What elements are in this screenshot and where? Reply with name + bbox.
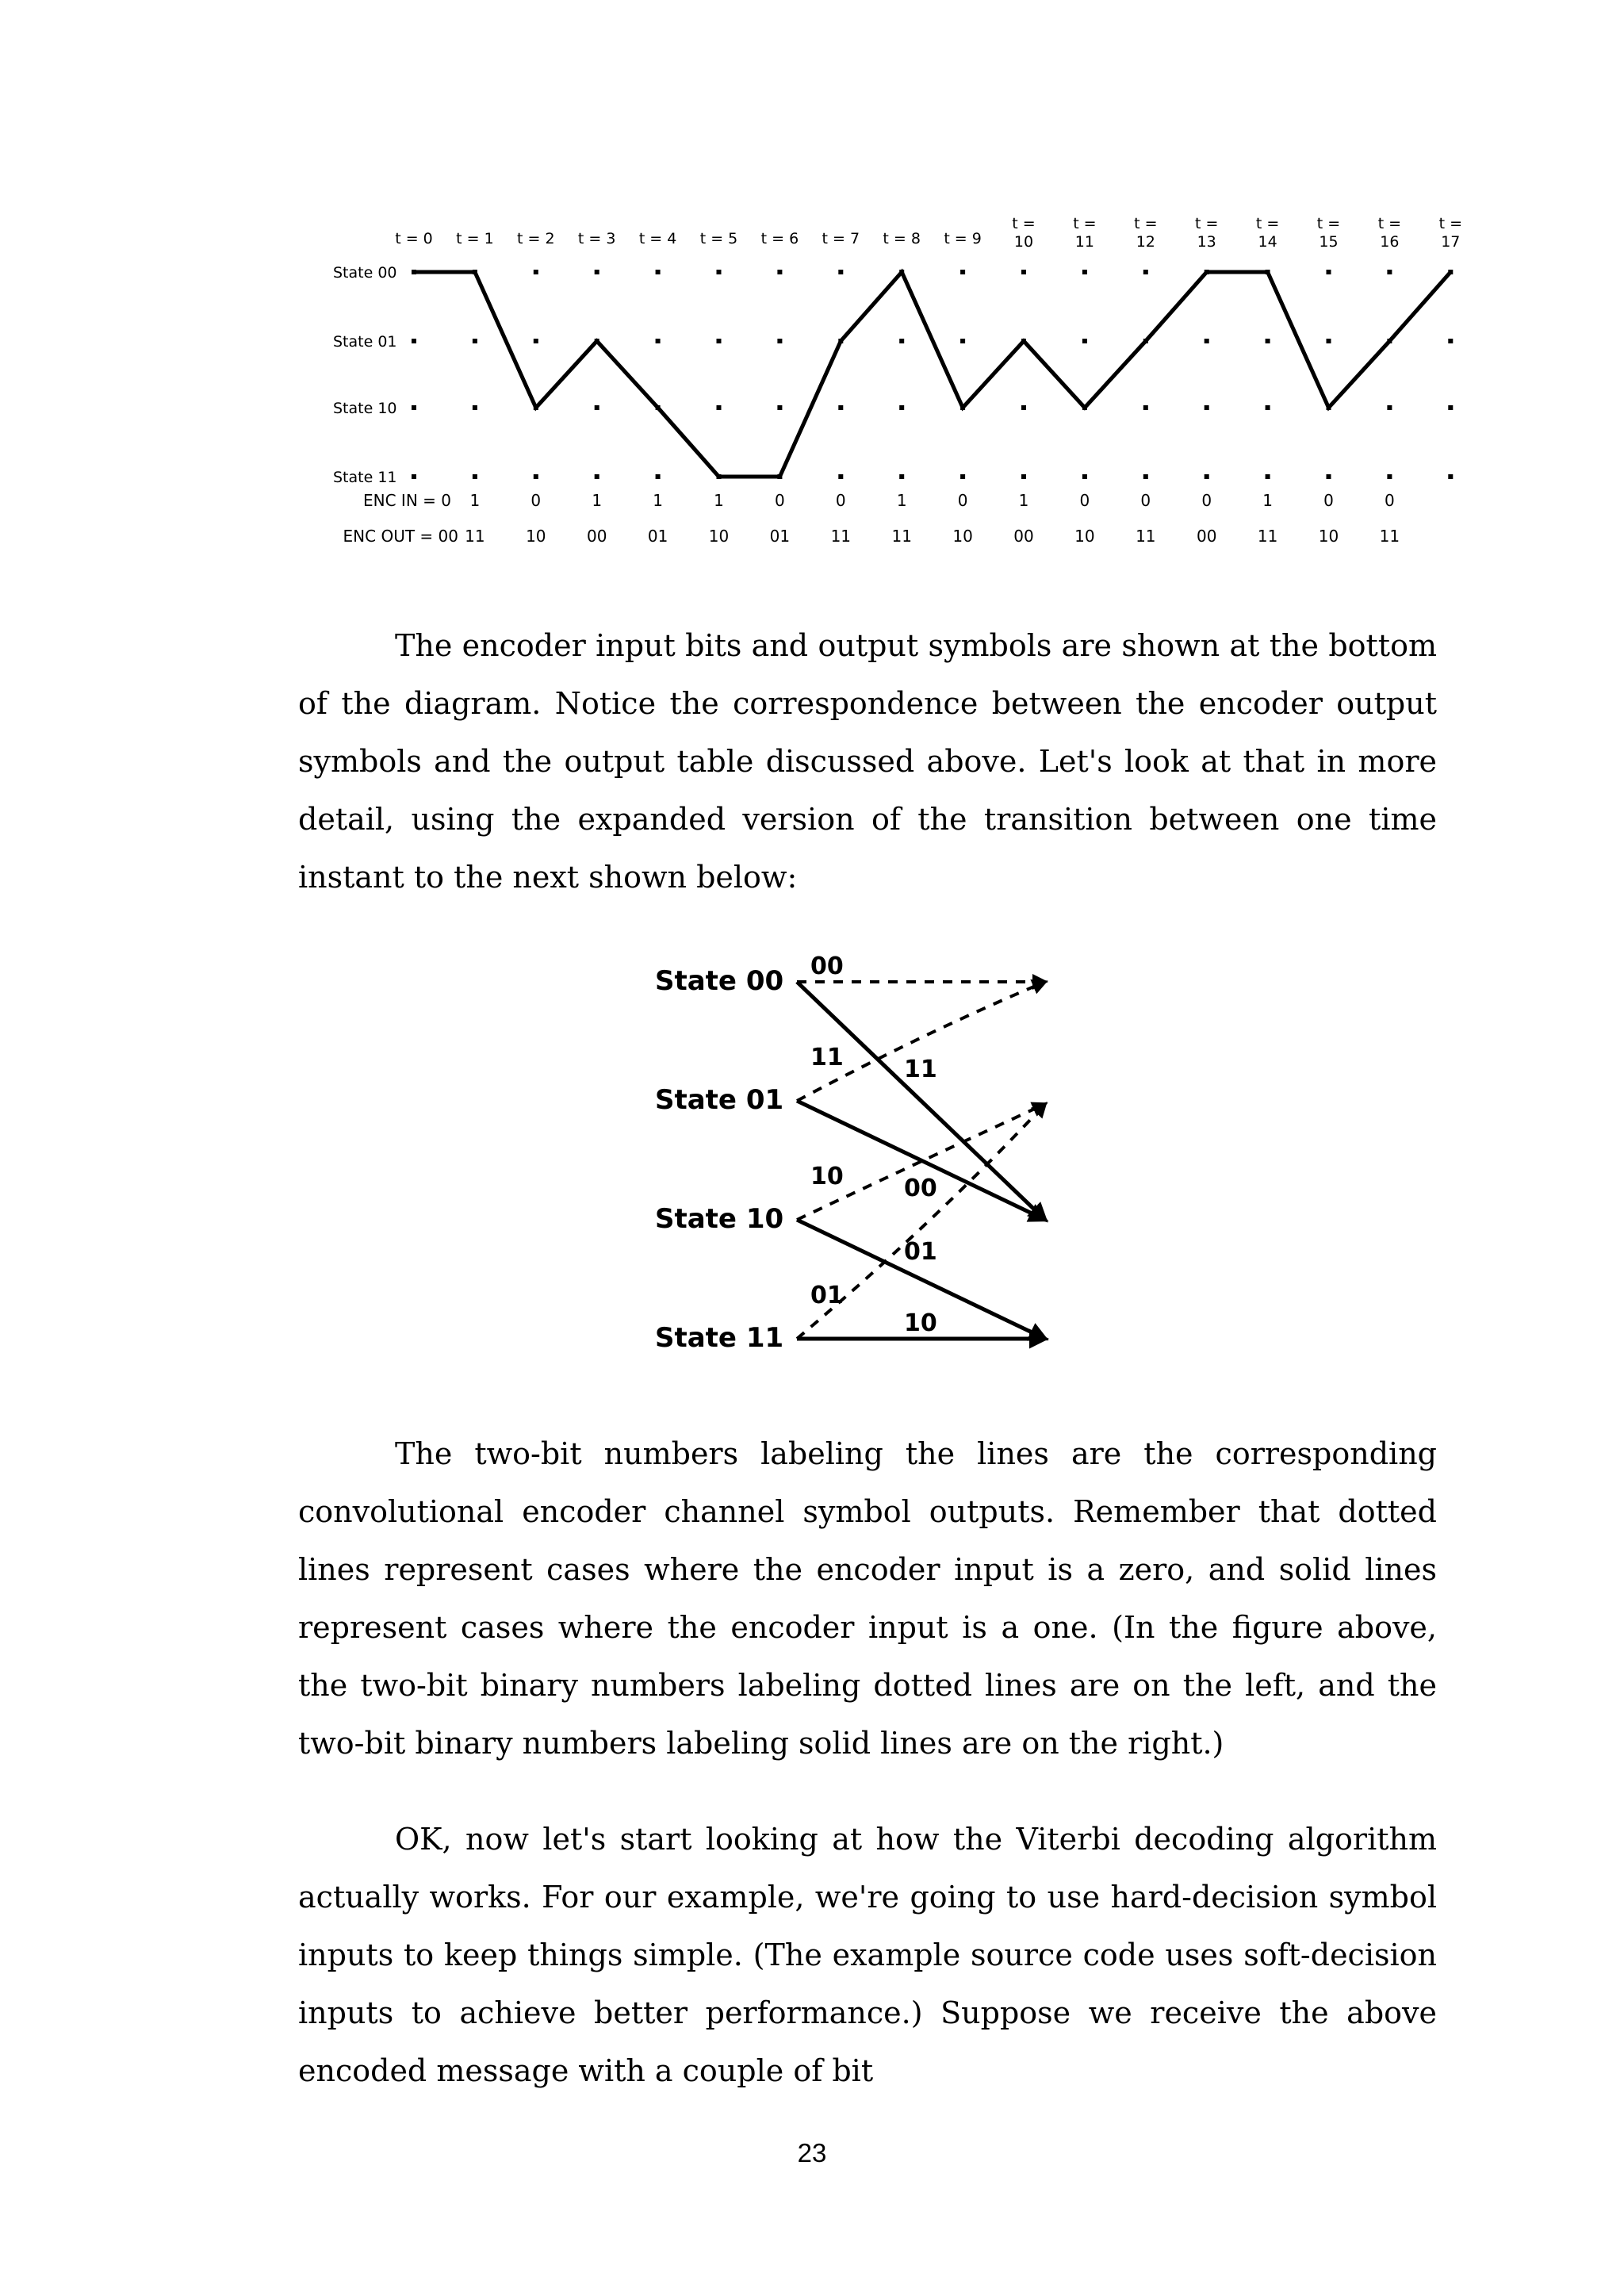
enc-out-value: 10 [952,527,973,546]
enc-in-value: 0 [1201,491,1212,510]
enc-in-label: ENC IN = 0 [363,491,451,510]
enc-in-value: 1 [1262,491,1273,510]
enc-in-value: 0 [1323,491,1334,510]
enc-in-value: 0 [835,491,846,510]
time-label: t = 16 [1377,215,1402,251]
enc-in-value: 0 [530,491,542,510]
enc-in-value: 1 [714,491,724,510]
enc-in-value: 0 [1385,491,1395,510]
page-number: 23 [797,2138,827,2168]
transition-state-00-label: State 00 [655,965,784,997]
label-s10-one: 01 [904,1238,937,1266]
time-label: t = 4 [638,230,677,247]
state-label: State 11 [333,469,397,486]
time-label: t = 6 [760,230,799,247]
state-label: State 00 [333,264,397,282]
enc-in-value: 1 [1018,491,1029,510]
enc-out-value: 00 [1013,527,1034,546]
paragraph-line-labels: The two-bit numbers labeling the lines are the corresponding convolutional encoder channel symbol outputs. Remember that dotted lines represent cases where the encoder input is a zero, and solid lines represent cases where the encoder input is a one. (In the figure above, the two-bit binary numbers labeling dotted lines are on the left, and the two-bit binary numbers labeling solid lines are on the right.) [298,1436,1437,1761]
time-label: t = 1 [456,230,494,247]
time-label: t = 7 [822,230,860,247]
time-label: t = 5 [699,230,738,247]
time-label: t = 11 [1073,215,1097,251]
time-label: t = 12 [1134,215,1158,251]
enc-in-value: 1 [469,491,481,510]
enc-out-value: 11 [891,527,912,546]
label-s01-zero: 11 [810,1044,844,1071]
time-label: t = 13 [1194,215,1219,251]
enc-out-value: 00 [1196,527,1217,546]
state-label: State 01 [333,333,397,351]
time-label: t = 8 [883,230,921,247]
label-s01-one: 00 [904,1175,937,1202]
enc-out-value: 10 [708,527,730,546]
label-s00-zero: 00 [810,953,844,980]
label-s11-one: 10 [904,1309,937,1337]
enc-in-value: 0 [775,491,785,510]
enc-out-value: 10 [526,527,546,546]
time-label: t = 14 [1255,215,1280,251]
enc-out-value: 11 [830,527,852,546]
enc-in-value: 0 [1140,491,1151,510]
label-s10-zero: 10 [810,1163,844,1190]
enc-out-value: 10 [1318,527,1339,546]
paragraph-viterbi-intro: OK, now let's start looking at how the Viterbi decoding algorithm actually works. For our example, we're going to use hard-decision symbol inputs to keep things simple. (The example source code uses soft-decision inputs to achieve better performance.) Suppose we receive the above encoded message with a couple of bit [298,1822,1437,2088]
enc-out-value: 00 [586,527,607,546]
time-label: t = 2 [517,230,555,247]
time-label: t = 10 [1012,215,1036,251]
enc-in-value: 0 [1079,491,1090,510]
enc-in-value: 1 [592,491,603,510]
label-s11-zero: 01 [810,1282,844,1309]
enc-out-value: 11 [465,527,485,546]
transition-state-10-label: State 10 [655,1203,784,1235]
time-label: t = 3 [577,230,616,247]
paragraph-encoder-io: The encoder input bits and output symbols are shown at the bottom of the diagram. Notice the correspondence between the encoder output symbols and the output table discussed above. Let's look at that in more detail, using the expanded version of the transition between one time instant to the next shown below: [298,628,1437,895]
enc-out-value: 11 [1257,527,1278,546]
enc-out-value: 01 [769,527,791,546]
enc-out-value: 11 [1136,527,1156,546]
enc-in-value: 1 [653,491,663,510]
enc-in-value: 1 [896,491,907,510]
enc-out-value: 10 [1074,527,1095,546]
label-s00-one: 11 [904,1056,937,1083]
transition-state-11-label: State 11 [655,1322,784,1354]
time-label: t = 9 [944,230,982,247]
enc-out-label: ENC OUT = 00 [343,527,458,546]
time-label: t = 0 [395,230,433,247]
state-label: State 10 [333,400,397,417]
enc-in-value: 0 [957,491,968,510]
enc-out-value: 11 [1379,527,1400,546]
time-label: t = 15 [1316,215,1341,251]
enc-out-value: 01 [647,527,668,546]
time-label: t = 17 [1438,215,1463,251]
transition-state-01-label: State 01 [655,1084,784,1116]
